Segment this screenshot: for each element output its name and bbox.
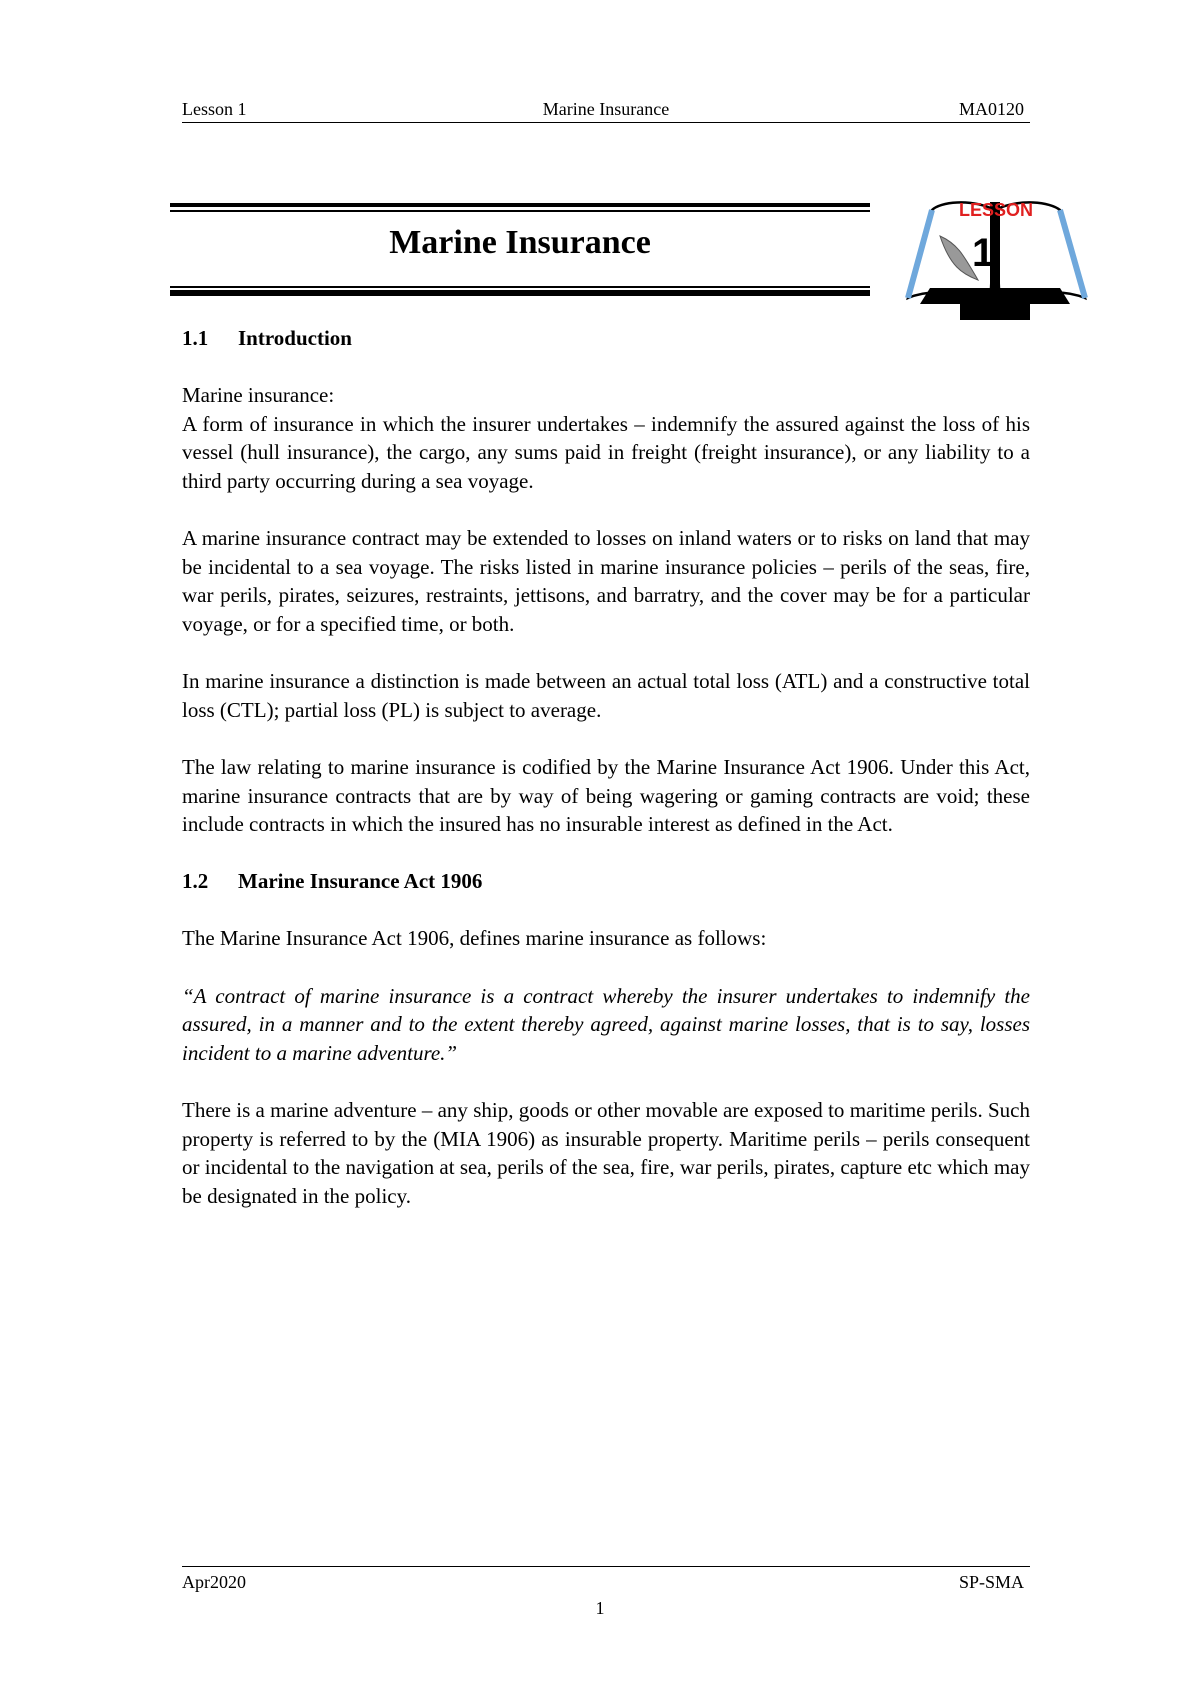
paragraph: A form of insurance in which the insurer undertakes – indemnify the assured against the loss of his vessel (hull insurance), the cargo, any sums paid in freight (freight insurance), or any liability to a third party occurring during a sea voyage.	[182, 411, 1030, 493]
header-code: MA0120	[958, 99, 1024, 119]
section-title: Marine Insurance Act 1906	[238, 869, 483, 894]
page-footer	[182, 1566, 1030, 1597]
section-title: Introduction	[238, 326, 352, 350]
section-heading-1-2	[182, 867, 1030, 896]
section-heading-1-1	[182, 324, 1030, 353]
paragraph: There is a marine adventure – any ship, goods or other movable are exposed to maritime perils. Such property is referred to by the (MIA 1906) as insurable property. Maritime perils – perils consequent or incidental to the navigation at sea, perils of the sea, fire, war perils, pirates, capture etc which may be designated in the policy.	[182, 1098, 1030, 1208]
section-number: 1.2	[182, 869, 209, 894]
paragraph: A marine insurance contract may be extended to losses on inland waters or to risks on land that may be incidental to a sea voyage. The risks listed in marine insurance policies – perils of the seas, fire, war perils, pirates, seizures, restraints, jettisons, and barratry, and the cover may be for a particular voyage, or for a specified time, or both.	[182, 526, 1030, 636]
title-rule-bottom-thin	[170, 286, 870, 288]
definition-quote: “A contract of marine insurance is a contract whereby the insurer undertakes to indemnify the assured, in a manner and to the extent thereby agreed, against marine losses, that is to say, losses incident to a marine adventure.”	[182, 983, 1030, 1065]
lesson-badge-label: LESSON	[958, 200, 1034, 220]
document-title: Marine Insurance	[389, 224, 651, 261]
lesson-book-icon	[900, 196, 1090, 326]
title-rule-bottom	[170, 290, 870, 296]
paragraph: The Marine Insurance Act 1906, defines marine insurance as follows:	[182, 926, 767, 951]
document-body	[182, 324, 1030, 1210]
page-number: 1	[595, 1598, 605, 1618]
header-title: Marine Insurance	[542, 99, 670, 119]
header-lesson: Lesson 1	[182, 99, 247, 119]
lesson-badge-number: 1	[972, 231, 995, 275]
paragraph: The law relating to marine insurance is codified by the Marine Insurance Act 1906. Under this Act, marine insurance contracts that are by way of being wagering or gaming contracts are void; these include contracts in which the insured has no insurable interest as defined in the Act.	[182, 754, 1030, 837]
page-header	[182, 98, 1030, 123]
title-rule-top	[170, 203, 870, 207]
title-rule-top-thin	[170, 210, 870, 212]
footer-org: SP-SMA	[958, 1572, 1024, 1592]
paragraph: In marine insurance a distinction is made between an actual total loss (ATL) and a constructive total loss (CTL); partial loss (PL) is subject to average.	[182, 669, 1030, 722]
intro-label: Marine insurance:	[182, 383, 335, 408]
footer-date: Apr2020	[182, 1572, 246, 1592]
section-number: 1.1	[182, 326, 209, 350]
